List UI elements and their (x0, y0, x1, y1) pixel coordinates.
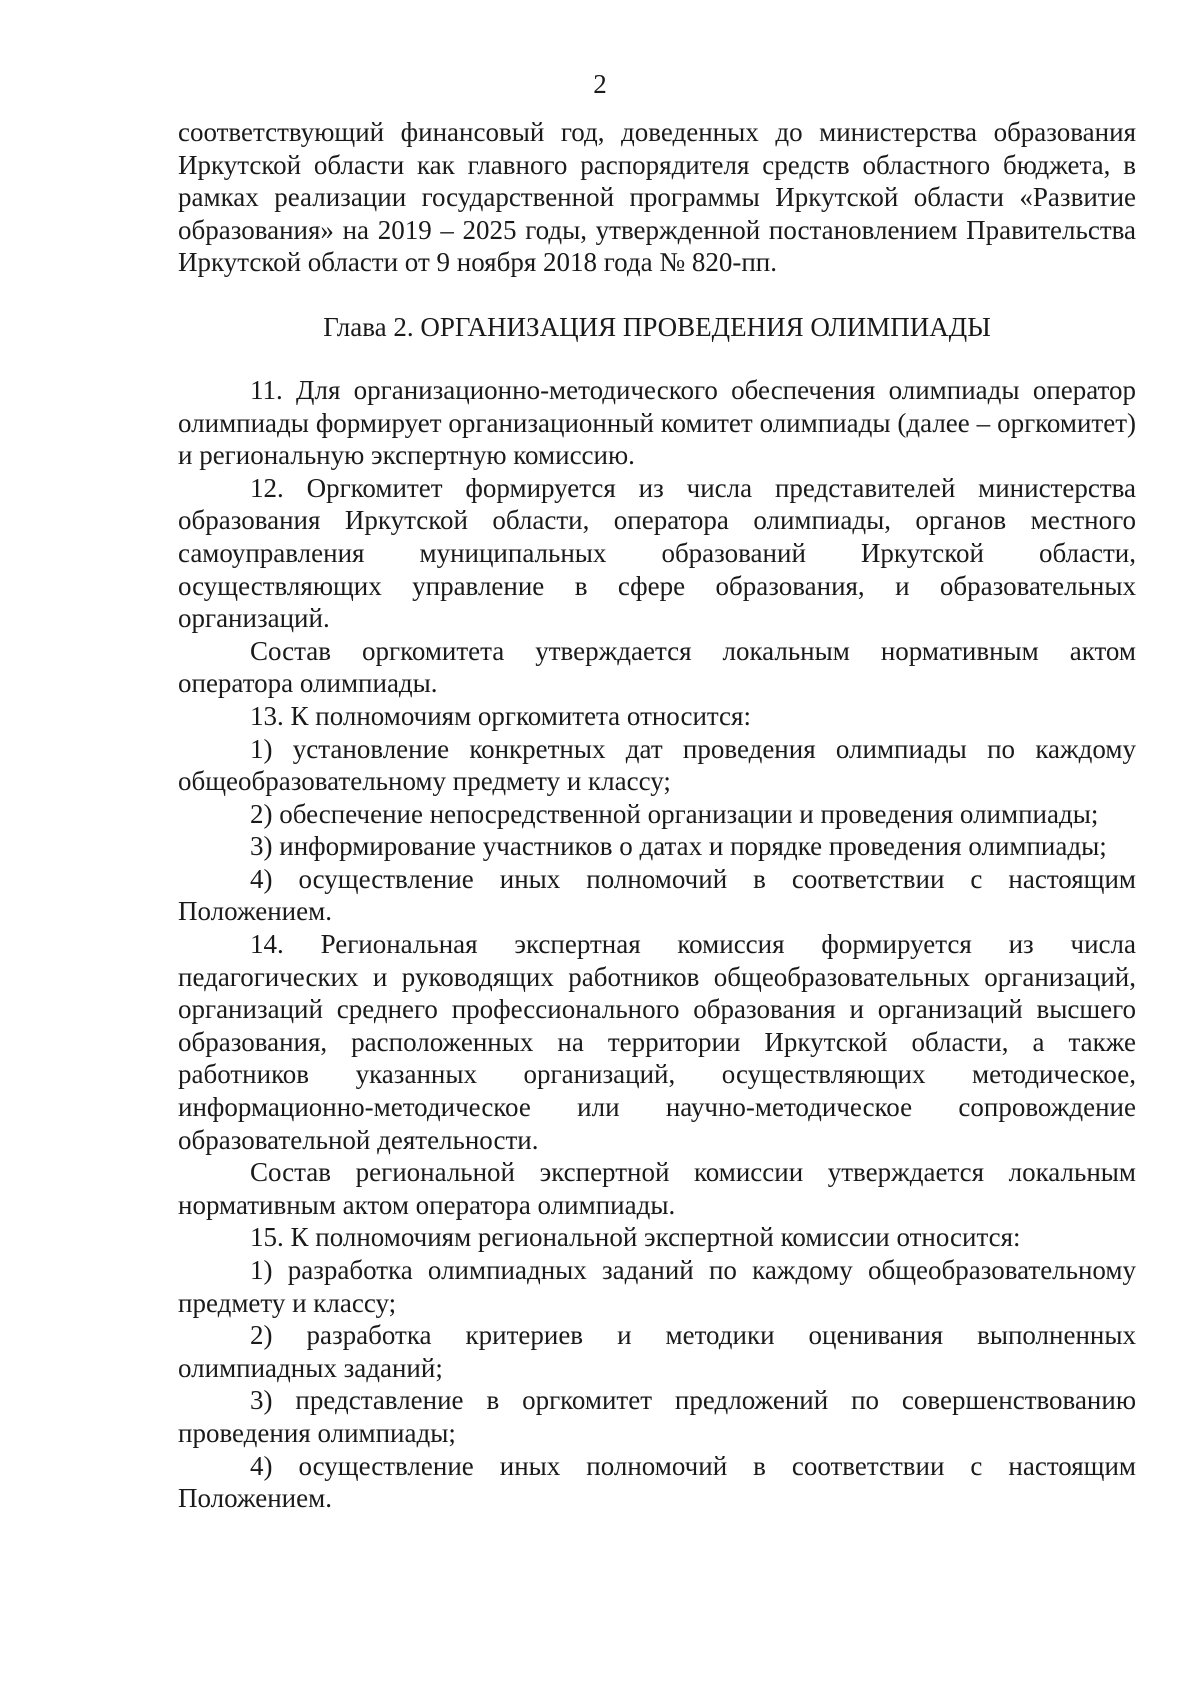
paragraph-12-orgcommittee-composition: Состав оргкомитета утверждается локальным нормативным актом оператора олимпиады. (178, 635, 1136, 699)
paragraph-14: 14. Региональная экспертная комиссия формируется из числа педагогических и руководящих работников общеобразовательных организаций, организаций среднего профессионального образования и организаций высшего образования, расположенных на территории Иркутской области, а также работников указанных организаций, осуществляющих методическое, информационно-методическое или научно-методическое сопровождение образовательной деятельности. (178, 929, 1136, 1155)
paragraph-15-item-4: 4) осуществление иных полномочий в соответствии с настоящим Положением. (178, 1450, 1136, 1514)
paragraph-15: 15. К полномочиям региональной экспертной комиссии относится: (250, 1222, 1021, 1253)
chapter-title: Глава 2. ОРГАНИЗАЦИЯ ПРОВЕДЕНИЯ ОЛИМПИАДЫ (323, 311, 991, 342)
paragraph-15-item-2: 2) разработка критериев и методики оценивания выполненных олимпиадных заданий; (178, 1320, 1136, 1383)
paragraph-12: 12. Оргкомитет формируется из числа представителей министерства образования Иркутской области, оператора олимпиады, органов местного самоуправления муниципальных образований Иркутской области, осуществляющих управление в сфере образования, и образовательных организаций. (178, 472, 1136, 634)
paragraph-13-item-4: 4) осуществление иных полномочий в соответствии с настоящим Положением. (178, 863, 1136, 927)
paragraph-13-item-3: 3) информирование участников о датах и порядке проведения олимпиады; (250, 831, 1107, 862)
paragraph-15-item-3: 3) представление в оргкомитет предложений по совершенствованию проведения олимпиады; (178, 1385, 1136, 1448)
paragraph-13: 13. К полномочиям оргкомитета относится: (250, 700, 751, 731)
document-body (178, 116, 1136, 1515)
intro-paragraph: соответствующий финансовый год, доведенных до министерства образования Иркутской области как главного распорядителя средств областного бюджета, в рамках реализации государственной программы Иркутской области «Развитие образования» на 2019 – 2025 годы, утвержденной постановлением Правительства Иркутской области от 9 ноября 2018 года № 820-пп. (178, 117, 1136, 278)
page-number: 2 (593, 69, 607, 99)
paragraph-13-item-2: 2) обеспечение непосредственной организации и проведения олимпиады; (250, 798, 1099, 829)
paragraph-13-item-1: 1) установление конкретных дат проведения олимпиады по каждому общеобразовательному предмету и классу; (178, 733, 1136, 797)
paragraph-14-commission-composition: Состав региональной экспертной комиссии утверждается локальным нормативным актом оператора олимпиады. (178, 1157, 1136, 1220)
paragraph-11: 11. Для организационно-методического обеспечения олимпиады оператор олимпиады формирует организационный комитет олимпиады (далее – оргкомитет) и региональную экспертную комиссию. (178, 374, 1136, 471)
paragraph-15-item-1: 1) разработка олимпиадных заданий по каждому общеобразовательному предмету и классу; (178, 1255, 1136, 1318)
